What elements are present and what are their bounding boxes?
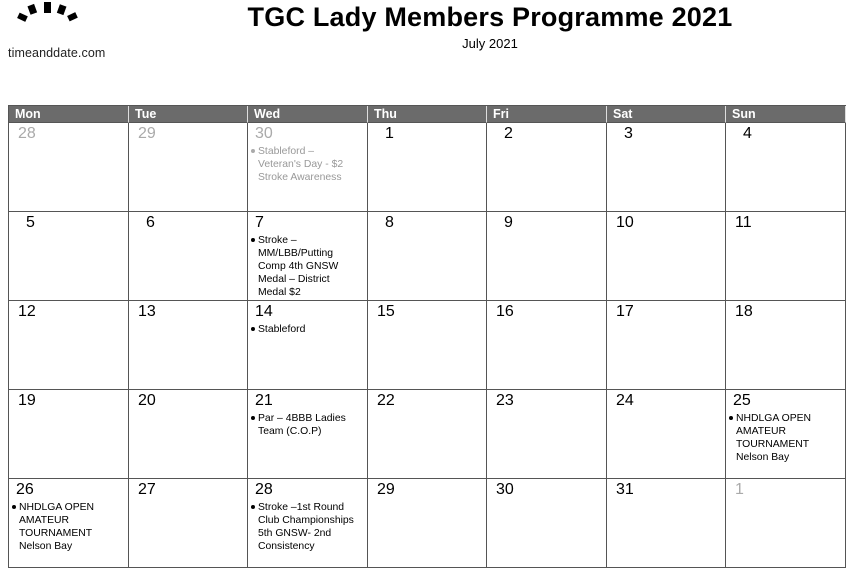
day-cell[interactable]	[487, 390, 607, 479]
day-cell[interactable]	[248, 123, 368, 212]
day-number: 6	[146, 214, 155, 231]
day-number: 29	[138, 125, 156, 142]
day-cell[interactable]	[248, 479, 368, 568]
day-number: 18	[735, 303, 753, 320]
logo-text: timeanddate.com	[8, 46, 106, 60]
page-subtitle: July 2021	[462, 36, 518, 51]
day-cell[interactable]	[9, 212, 129, 301]
weekday-header-tue: Tue	[129, 106, 248, 123]
event-item[interactable]: Par – 4BBB Ladies Team (C.O.P)	[258, 412, 363, 438]
event-item[interactable]: Stableford – Veteran's Day - $2 Stroke Awareness	[258, 145, 363, 184]
day-cell[interactable]	[9, 479, 129, 568]
day-cell[interactable]	[368, 301, 487, 390]
day-number: 28	[255, 481, 273, 498]
day-cell[interactable]	[726, 123, 846, 212]
day-number: 7	[255, 214, 264, 231]
weekday-header-fri: Fri	[487, 106, 607, 123]
day-cell[interactable]	[9, 390, 129, 479]
day-number: 12	[18, 303, 36, 320]
weekday-header-sat: Sat	[607, 106, 726, 123]
day-number: 26	[16, 481, 34, 498]
event-item[interactable]: Stroke –1st Round Club Championships 5th GNSW- 2nd Consistency	[258, 501, 363, 553]
day-cell[interactable]	[607, 301, 726, 390]
day-cell[interactable]	[487, 123, 607, 212]
day-number: 29	[377, 481, 395, 498]
day-number: 21	[255, 392, 273, 409]
day-number: 28	[18, 125, 36, 142]
day-number: 1	[385, 125, 394, 142]
day-cell[interactable]	[368, 390, 487, 479]
day-number: 31	[616, 481, 634, 498]
day-cell[interactable]	[248, 212, 368, 301]
day-number: 3	[624, 125, 633, 142]
event-item[interactable]: NHDLGA OPEN AMATEUR TOURNAMENT Nelson Bay	[736, 412, 841, 464]
day-cell[interactable]	[607, 212, 726, 301]
day-number: 13	[138, 303, 156, 320]
day-number: 10	[616, 214, 634, 231]
day-number: 16	[496, 303, 514, 320]
sunburst-logo-icon	[16, 2, 86, 42]
day-cell[interactable]	[368, 123, 487, 212]
day-number: 11	[735, 214, 752, 231]
day-cell[interactable]	[248, 390, 368, 479]
weekday-header-thu: Thu	[368, 106, 487, 123]
page-title: TGC Lady Members Programme 2021	[247, 2, 733, 32]
day-number: 2	[504, 125, 513, 142]
day-cell[interactable]	[726, 479, 846, 568]
day-number: 23	[496, 392, 514, 409]
day-number: 14	[255, 303, 273, 320]
weekday-header-mon: Mon	[9, 106, 129, 123]
event-item[interactable]: Stroke – MM/LBB/Putting Comp 4th GNSW Medal – District Medal $2	[258, 234, 363, 299]
day-number: 8	[385, 214, 394, 231]
day-cell[interactable]	[368, 479, 487, 568]
day-cell[interactable]	[248, 301, 368, 390]
day-cell[interactable]	[726, 301, 846, 390]
timeanddate-logo[interactable]	[8, 2, 120, 62]
day-number: 17	[616, 303, 634, 320]
day-cell[interactable]	[368, 212, 487, 301]
day-number: 1	[735, 481, 744, 498]
day-number: 24	[616, 392, 634, 409]
day-cell[interactable]	[487, 212, 607, 301]
day-number: 5	[26, 214, 35, 231]
day-number: 4	[743, 125, 752, 142]
event-item[interactable]: Stableford	[258, 323, 363, 336]
day-number: 27	[138, 481, 156, 498]
day-cell[interactable]	[607, 123, 726, 212]
day-cell[interactable]	[129, 301, 248, 390]
calendar-grid	[8, 105, 846, 568]
day-cell[interactable]	[129, 390, 248, 479]
day-cell[interactable]	[487, 479, 607, 568]
event-item[interactable]: NHDLGA OPEN AMATEUR TOURNAMENT Nelson Bay	[19, 501, 124, 553]
weekday-header-wed: Wed	[248, 106, 368, 123]
day-number: 25	[733, 392, 751, 409]
day-cell[interactable]	[607, 479, 726, 568]
day-cell[interactable]	[487, 301, 607, 390]
day-number: 30	[496, 481, 514, 498]
day-number: 9	[504, 214, 513, 231]
day-cell[interactable]	[129, 212, 248, 301]
day-cell[interactable]	[726, 212, 846, 301]
day-cell[interactable]	[129, 479, 248, 568]
day-cell[interactable]	[9, 123, 129, 212]
day-cell[interactable]	[9, 301, 129, 390]
weekday-header-sun: Sun	[726, 106, 846, 123]
day-number: 15	[377, 303, 395, 320]
day-number: 19	[18, 392, 36, 409]
day-number: 30	[255, 125, 273, 142]
day-cell[interactable]	[726, 390, 846, 479]
day-cell[interactable]	[607, 390, 726, 479]
day-number: 20	[138, 392, 156, 409]
day-cell[interactable]	[129, 123, 248, 212]
day-number: 22	[377, 392, 395, 409]
